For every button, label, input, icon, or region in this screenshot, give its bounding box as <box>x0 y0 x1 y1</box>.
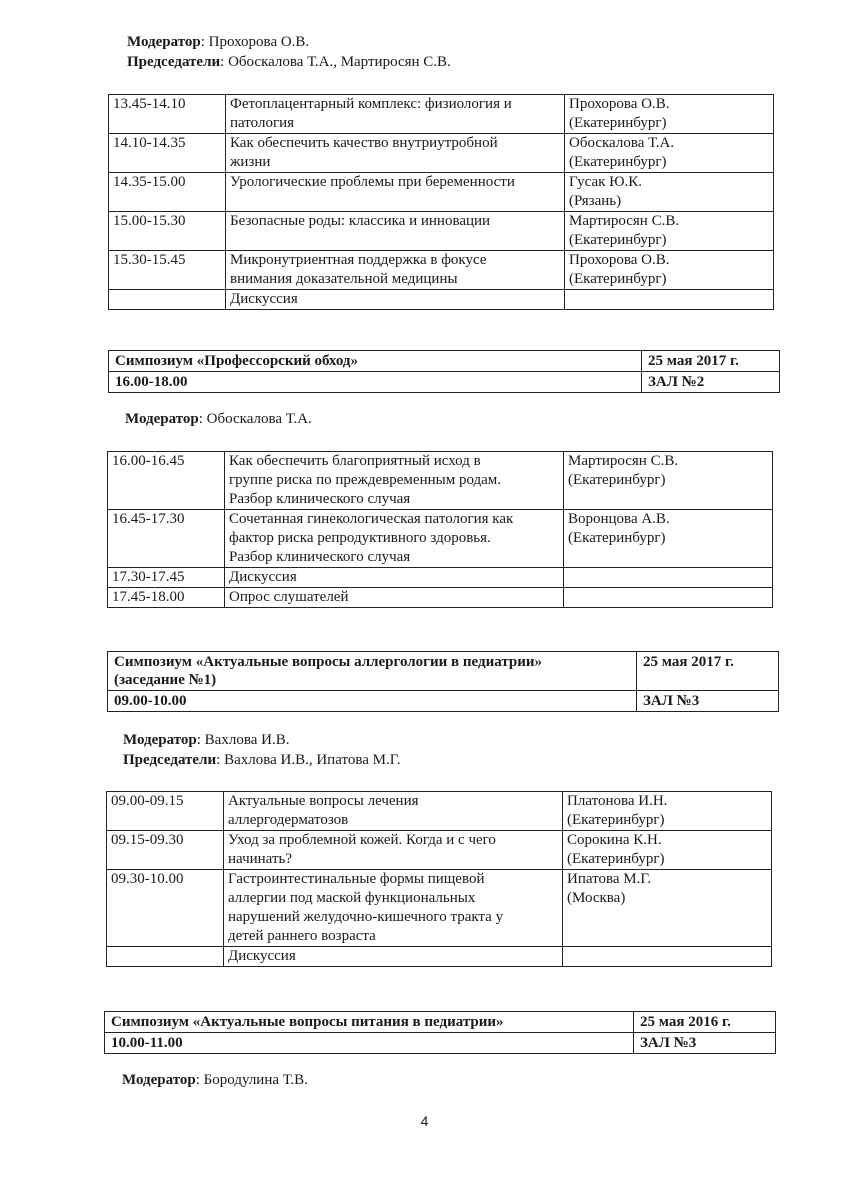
table-row <box>109 95 774 134</box>
moderator-line-2 <box>125 410 312 428</box>
symposium-hall: ЗАЛ №3 <box>637 691 779 712</box>
table-row <box>108 510 773 568</box>
speaker-line: (Екатеринбург) <box>568 472 666 488</box>
chairs-line-3 <box>123 751 400 769</box>
time-cell: 15.00-15.30 <box>109 212 226 251</box>
speaker-line: Мартиросян С.В. <box>569 213 680 229</box>
speaker-line: Сорокина К.Н. <box>567 832 662 848</box>
topic-cell <box>226 251 565 290</box>
topic-line: патология <box>230 115 295 131</box>
speaker-line: (Екатеринбург) <box>567 851 665 867</box>
symposium-date: 25 мая 2017 г. <box>642 351 780 372</box>
speaker-cell <box>565 251 774 290</box>
symposium-hall: ЗАЛ №3 <box>634 1033 776 1054</box>
table-row <box>108 568 773 588</box>
table-row <box>109 134 774 173</box>
topic-cell <box>226 212 565 251</box>
symposium-time: 10.00-11.00 <box>105 1033 634 1054</box>
table-row <box>107 792 772 831</box>
chairs-line-1 <box>127 53 451 71</box>
table-row <box>108 588 773 608</box>
topic-cell <box>224 792 563 831</box>
topic-line: начинать? <box>228 851 293 867</box>
topic-line: аллергодерматозов <box>228 812 349 828</box>
topic-cell <box>226 95 565 134</box>
table-row <box>109 251 774 290</box>
speaker-cell <box>563 870 772 947</box>
topic-line: детей раннего возраста <box>228 928 376 944</box>
speaker-cell <box>563 831 772 870</box>
moderator-label: Модератор <box>127 34 201 50</box>
topic-line: Разбор клинического случая <box>229 549 411 565</box>
speaker-line: Гусак Ю.К. <box>569 174 643 190</box>
symposium-time: 09.00-10.00 <box>108 691 637 712</box>
symposium-hall: ЗАЛ №2 <box>642 372 780 393</box>
symposium-title: Симпозиум «Актуальные вопросы питания в педиатрии» <box>105 1012 634 1033</box>
time-cell: 16.45-17.30 <box>108 510 225 568</box>
symposium-date: 25 мая 2017 г. <box>637 652 779 691</box>
speaker-cell <box>565 95 774 134</box>
table-row <box>107 947 772 967</box>
time-cell <box>107 947 224 967</box>
topic-line: Гастроинтестинальные формы пищевой <box>228 871 485 887</box>
chairs-label: Председатели <box>127 54 221 70</box>
topic-cell <box>224 831 563 870</box>
program-table-3 <box>106 791 772 967</box>
symposium-time: 16.00-18.00 <box>109 372 642 393</box>
time-cell: 09.15-09.30 <box>107 831 224 870</box>
time-cell: 14.35-15.00 <box>109 173 226 212</box>
table-row <box>107 870 772 947</box>
topic-line: Микронутриентная поддержка в фокусе <box>230 252 487 268</box>
program-table-1 <box>108 94 774 310</box>
speaker-line: Мартиросян С.В. <box>568 453 679 469</box>
topic-cell <box>226 134 565 173</box>
topic-line: жизни <box>230 154 271 170</box>
speaker-cell <box>565 173 774 212</box>
time-cell: 09.00-09.15 <box>107 792 224 831</box>
speaker-line: Ипатова М.Г. <box>567 871 652 887</box>
moderator-name: : Бородулина Т.В. <box>195 1072 308 1088</box>
time-cell: 15.30-15.45 <box>109 251 226 290</box>
speaker-line: (Екатеринбург) <box>568 530 666 546</box>
speaker-cell <box>565 290 774 310</box>
speaker-line: (Екатеринбург) <box>569 232 667 248</box>
symposium-title <box>108 652 637 691</box>
table-row <box>107 831 772 870</box>
speaker-cell <box>564 568 773 588</box>
speaker-line: (Москва) <box>567 890 626 906</box>
speaker-line: (Екатеринбург) <box>569 271 667 287</box>
topic-line: нарушений желудочно-кишечного тракта у <box>228 909 504 925</box>
time-cell: 16.00-16.45 <box>108 452 225 510</box>
speaker-line <box>568 568 768 587</box>
topic-line: Разбор клинического случая <box>229 491 411 507</box>
speaker-cell <box>564 452 773 510</box>
speaker-cell <box>565 134 774 173</box>
speaker-line: (Рязань) <box>569 193 622 209</box>
topic-line: Как обеспечить качество внутриутробной <box>230 135 498 151</box>
topic-cell <box>224 947 563 967</box>
symposium-title-line: Симпозиум «Актуальные вопросы аллергологии в педиатрии» <box>114 654 543 670</box>
moderator-label: Модератор <box>123 732 197 748</box>
time-cell: 14.10-14.35 <box>109 134 226 173</box>
speaker-line <box>568 588 768 607</box>
chairs-names: : Вахлова И.В., Ипатова М.Г. <box>216 752 401 768</box>
speaker-cell <box>563 947 772 967</box>
table-row <box>109 212 774 251</box>
topic-cell <box>225 510 564 568</box>
topic-line: Как обеспечить благоприятный исход в <box>229 453 481 469</box>
page-number: 4 <box>420 1113 429 1129</box>
speaker-cell <box>564 510 773 568</box>
speaker-line: Обоскалова Т.А. <box>569 135 675 151</box>
speaker-line: (Екатеринбург) <box>569 154 667 170</box>
chairs-names: : Обоскалова Т.А., Мартиросян С.В. <box>220 54 451 70</box>
time-cell: 17.45-18.00 <box>108 588 225 608</box>
topic-cell <box>225 588 564 608</box>
speaker-cell <box>563 792 772 831</box>
moderator-name: : Вахлова И.В. <box>196 732 290 748</box>
time-cell <box>109 290 226 310</box>
topic-line: Дискуссия <box>228 948 296 964</box>
speaker-line: (Екатеринбург) <box>567 812 665 828</box>
topic-cell <box>225 568 564 588</box>
symposium-header-3 <box>104 1011 776 1054</box>
symposium-header-2 <box>107 651 779 712</box>
table-row <box>109 173 774 212</box>
topic-line: Фетоплацентарный комплекс: физиология и <box>230 96 512 112</box>
symposium-date: 25 мая 2016 г. <box>634 1012 776 1033</box>
moderator-line-1 <box>127 33 309 51</box>
speaker-line: Платонова И.Н. <box>567 793 668 809</box>
topic-line: Уход за проблемной кожей. Когда и с чего <box>228 832 496 848</box>
moderator-name: : Обоскалова Т.А. <box>198 411 312 427</box>
topic-line: Урологические проблемы при беременности <box>230 174 515 190</box>
topic-line: Дискуссия <box>229 569 297 585</box>
topic-line: Опрос слушателей <box>229 589 349 605</box>
moderator-line-4 <box>122 1071 308 1089</box>
moderator-line-3 <box>123 731 289 749</box>
topic-line: Сочетанная гинекологическая патология как <box>229 511 514 527</box>
topic-line: аллергии под маской функциональных <box>228 890 476 906</box>
moderator-label: Модератор <box>122 1072 196 1088</box>
time-cell: 17.30-17.45 <box>108 568 225 588</box>
speaker-line <box>567 947 767 966</box>
table-row <box>109 290 774 310</box>
topic-cell <box>226 173 565 212</box>
speaker-line: Прохорова О.В. <box>569 96 670 112</box>
topic-line: фактор риска репродуктивного здоровья. <box>229 530 491 546</box>
topic-line: группе риска по преждевременным родам. <box>229 472 502 488</box>
symposium-title-line: (заседание №1) <box>114 672 217 688</box>
topic-cell <box>225 452 564 510</box>
moderator-label: Модератор <box>125 411 199 427</box>
speaker-line <box>569 290 769 309</box>
topic-line: внимания доказательной медицины <box>230 271 458 287</box>
symposium-title: Симпозиум «Профессорский обход» <box>109 351 642 372</box>
topic-line: Актуальные вопросы лечения <box>228 793 419 809</box>
chairs-label: Председатели <box>123 752 217 768</box>
time-cell: 13.45-14.10 <box>109 95 226 134</box>
topic-cell <box>226 290 565 310</box>
moderator-name: : Прохорова О.В. <box>200 34 310 50</box>
speaker-line: (Екатеринбург) <box>569 115 667 131</box>
time-cell: 09.30-10.00 <box>107 870 224 947</box>
speaker-line: Прохорова О.В. <box>569 252 670 268</box>
table-row <box>108 452 773 510</box>
speaker-cell <box>564 588 773 608</box>
topic-cell <box>224 870 563 947</box>
symposium-header-1 <box>108 350 780 393</box>
topic-line: Дискуссия <box>230 291 298 307</box>
speaker-cell <box>565 212 774 251</box>
speaker-line: Воронцова А.В. <box>568 511 670 527</box>
program-table-2 <box>107 451 773 608</box>
topic-line: Безопасные роды: классика и инновации <box>230 213 491 229</box>
